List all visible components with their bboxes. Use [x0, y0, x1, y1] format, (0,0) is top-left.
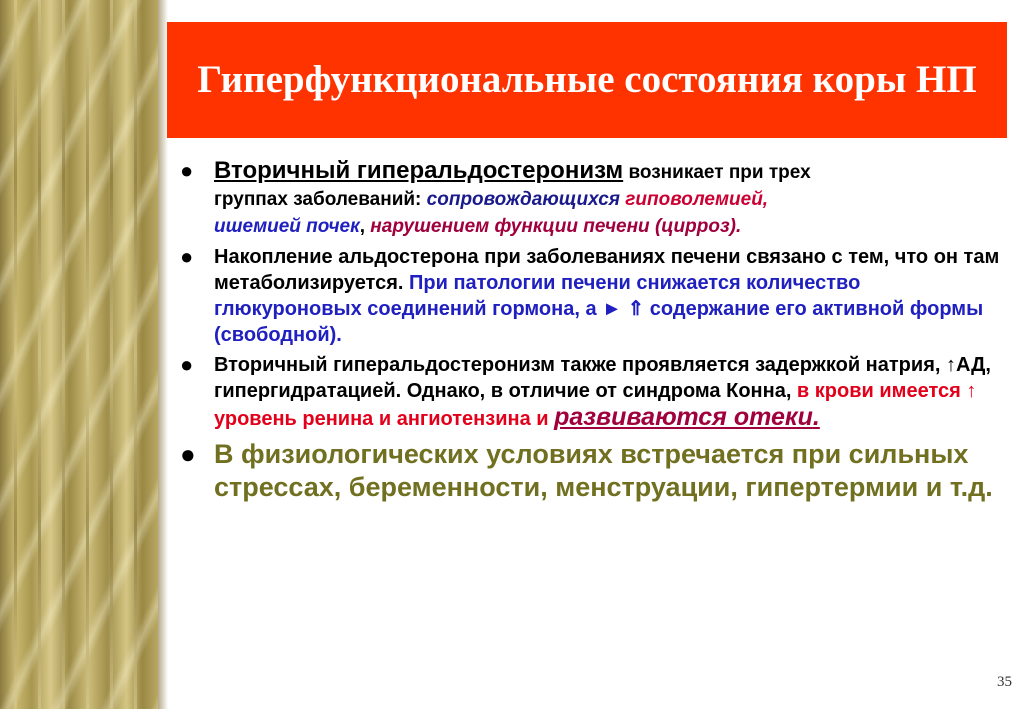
slide-title: Гиперфункциональные состояния коры НП: [197, 58, 977, 101]
bullet-emphasis: развиваются отеки: [554, 403, 813, 431]
bullet-text: группах заболеваний:: [214, 189, 422, 210]
bullet-manifestations: [180, 352, 1000, 432]
bullet-dot-icon: ●: [180, 439, 196, 469]
bullet-text: При патологии печени снижается количество глюкуроновых соединений гормона, а ► ⇑ содержание его активной формы (свободной).: [214, 272, 984, 346]
bullet-text: Вторичный гиперальдостеронизм также проявляется задержкой натрия, ↑АД, гипергидратацией. Однако, в отличие от синдрома Конна,: [214, 354, 991, 402]
bullet-dot-icon: ●: [180, 244, 194, 269]
bullet-text: нарушением функции печени (цирроз).: [370, 216, 742, 237]
slide-content: [180, 158, 1000, 504]
bullet-dot-icon: ●: [180, 158, 194, 183]
bullet-text: гиповолемией,: [619, 189, 769, 210]
bullet-physiological-conditions: [180, 438, 1000, 504]
bullet-text: Накопление альдостерона при заболеваниях печени связано с тем, что он там метаболизируется.: [214, 246, 1000, 294]
page-number: 35: [997, 674, 1012, 690]
bullet-lead-term: Вторичный гиперальдостеронизм: [214, 157, 624, 184]
bullet-liver-accumulation: [180, 244, 1000, 348]
bullet-text: в крови имеется ↑ уровень ренина и ангиотензина и: [214, 380, 977, 430]
bullet-secondary-hyperaldosteronism: [180, 158, 1000, 240]
bullet-text: ишемией почек: [214, 216, 360, 237]
bullet-text: возникает при трех: [623, 162, 811, 183]
bullet-dot-icon: ●: [180, 352, 194, 377]
bullet-text: ,: [359, 216, 371, 237]
bullet-text: В физиологических условиях встречается при сильных стрессах, беременности, менструации, гипертермии и т.д.: [214, 439, 993, 502]
decorative-gold-border: [0, 0, 158, 709]
title-banner: [167, 22, 1007, 138]
bullet-text: сопровождающихся: [421, 189, 620, 210]
bullet-text: .: [812, 403, 820, 431]
